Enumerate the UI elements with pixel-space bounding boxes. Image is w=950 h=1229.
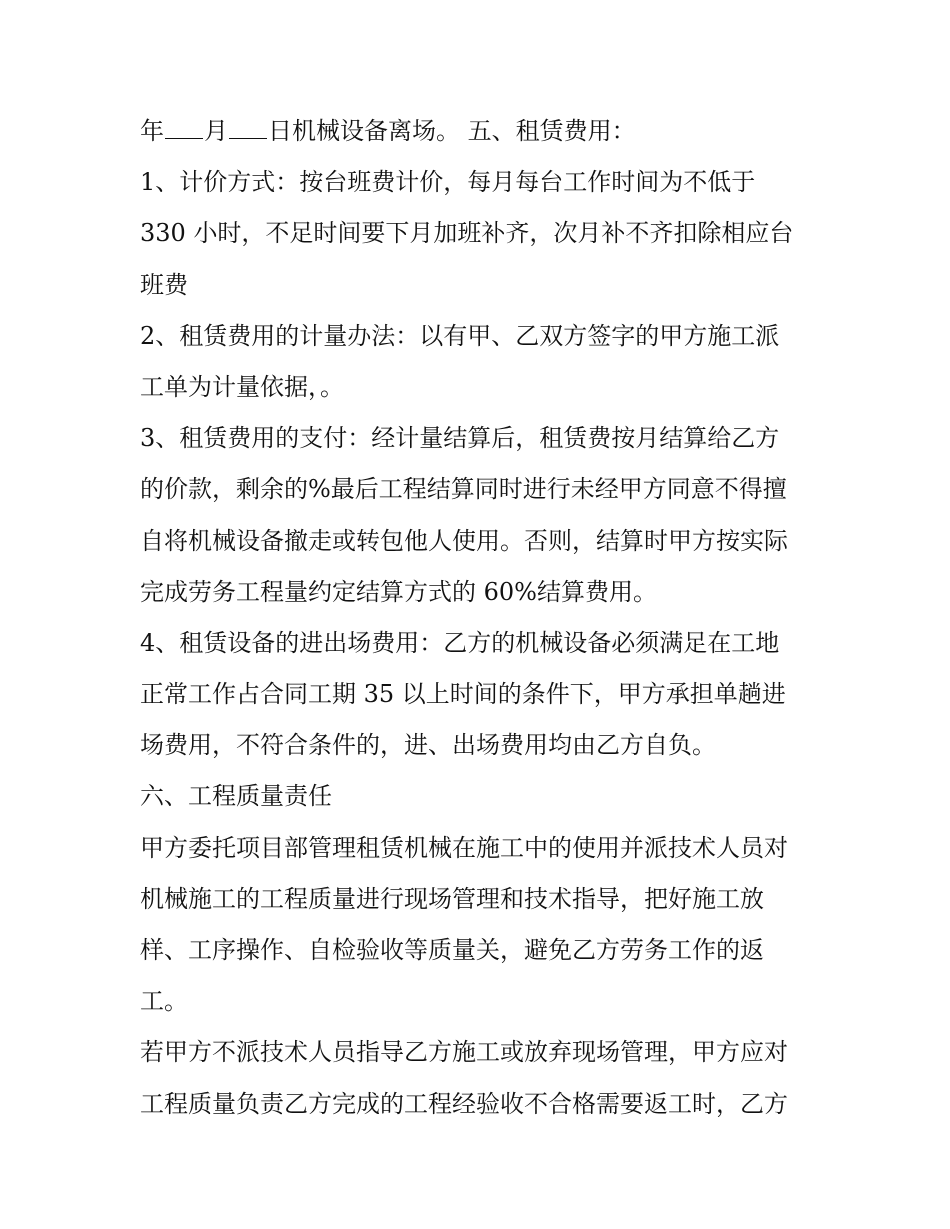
text-line-12: 正常工作占合同工期 35 以上时间的条件下，甲方承担单趟进 (140, 680, 786, 709)
month-label: 月 (204, 117, 228, 145)
text-line-7: 3、租赁费用的支付：经计量结算后，租赁费按月结算给乙方 (140, 424, 780, 453)
text-line-16: 机械施工的工程质量进行现场管理和技术指导，把好施工放 (140, 884, 764, 913)
text-line-10: 完成劳务工程量约定结算方式的 60%结算费用。 (140, 577, 657, 606)
document-body (140, 106, 820, 1130)
text-line-15: 甲方委托项目部管理租赁机械在施工中的使用并派技术人员对 (140, 833, 788, 862)
text-line-13: 场费用，不符合条件的，进、出场费用均由乙方自负。 (140, 731, 716, 760)
text-line-2: 1、计价方式：按台班费计价，每月每台工作时间为不低于 (140, 168, 756, 197)
first-line-text: 日机械设备离场。 五、租赁费用： (268, 117, 636, 145)
text-line-17: 样、工序操作、自检验收等质量关，避免乙方劳务工作的返 (140, 936, 764, 964)
text-line-1 (140, 106, 820, 157)
text-line-19: 若甲方不派技术人员指导乙方施工或放弃现场管理，甲方应对 (140, 1038, 788, 1067)
text-line-11: 4、租赁设备的进出场费用：乙方的机械设备必须满足在工地 (140, 628, 780, 657)
text-line-18: 工。 (140, 987, 188, 1016)
text-line-3: 330 小时，不足时间要下月加班补齐，次月补不齐扣除相应台 (140, 219, 794, 248)
year-label: 年 (140, 117, 164, 145)
text-line-8: 的价款，剩余的%最后工程结算同时进行未经甲方同意不得擅 (140, 475, 787, 504)
text-line-20: 工程质量负责乙方完成的工程经验收不合格需要返工时，乙方 (140, 1089, 788, 1118)
text-line-5: 2、租赁费用的计量办法：以有甲、乙双方签字的甲方施工派 (140, 321, 780, 350)
text-line-9: 自将机械设备撤走或转包他人使用。否则，结算时甲方按实际 (140, 526, 788, 555)
text-line-4: 班费 (140, 270, 188, 299)
text-line-6: 工单为计量依据，。 (140, 372, 344, 401)
section-heading: 六、工程质量责任 (140, 782, 332, 811)
day-blank (229, 118, 267, 139)
month-blank (165, 118, 203, 139)
